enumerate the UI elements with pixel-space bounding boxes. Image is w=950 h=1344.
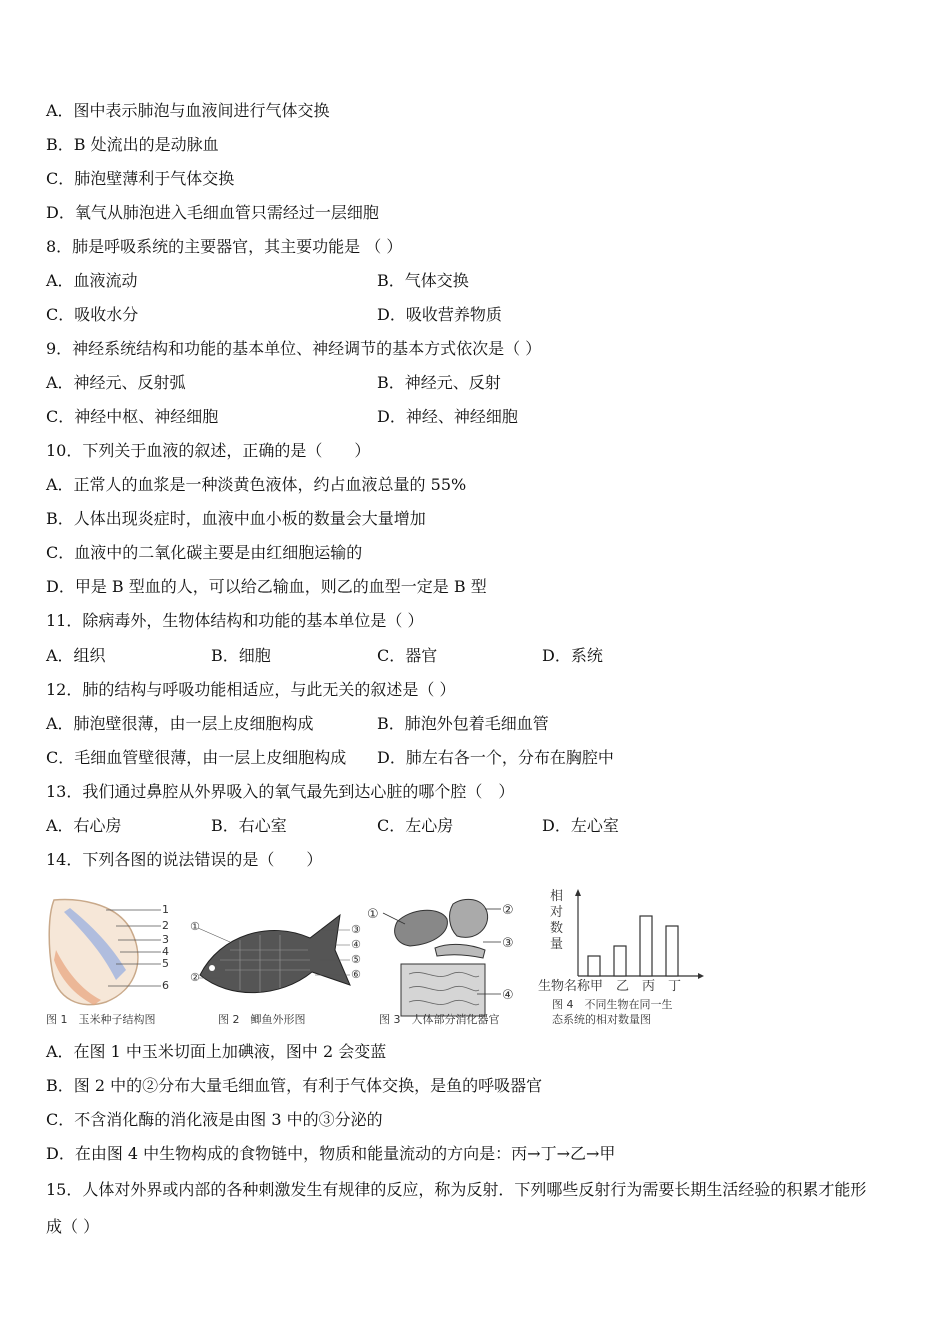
q9-option-a: A．神经元、反射弧 — [46, 373, 186, 392]
svg-text:1: 1 — [162, 903, 169, 916]
figure-3-label-1: ① — [367, 907, 379, 922]
svg-text:相: 相 — [550, 889, 564, 904]
svg-text:⑤: ⑤ — [351, 953, 361, 966]
q12-option-b: B．肺泡外包着毛细血管 — [377, 714, 549, 733]
q11-option-c: C．器官 — [377, 646, 438, 665]
svg-text:3: 3 — [162, 933, 169, 946]
q8-stem: 8．肺是呼吸系统的主要器官，其主要功能是 （ ） — [46, 237, 403, 256]
figure-1-caption: 图 1 玉米种子结构图 — [46, 1013, 156, 1026]
q13-option-a: A．右心房 — [46, 816, 122, 835]
q10-option-d: D．甲是 B 型血的人，可以给乙输血，则乙的血型一定是 B 型 — [46, 577, 487, 596]
figure-4-caption-line1: 图 4 不同生物在同一生 — [552, 998, 673, 1011]
q11-option-b: B．细胞 — [211, 646, 271, 665]
figure-3-digestive — [365, 884, 535, 1030]
q7-option-b: B．B 处流出的是动脉血 — [46, 135, 219, 154]
figure-3-caption: 图 3 人体部分消化器官 — [379, 1013, 500, 1026]
q8-option-c: C．吸收水分 — [46, 305, 139, 324]
figure-2-fish — [190, 890, 365, 1030]
q10-stem: 10．下列关于血液的叙述，正确的是（ ） — [46, 441, 371, 460]
svg-text:②: ② — [190, 971, 200, 984]
q8-option-d: D．吸收营养物质 — [377, 305, 502, 324]
figure-1-corn-seed — [46, 890, 186, 1030]
q12-option-c: C．毛细血管壁很薄，由一层上皮细胞构成 — [46, 748, 347, 767]
q12-stem: 12．肺的结构与呼吸功能相适应，与此无关的叙述是（ ） — [46, 680, 456, 699]
q7-option-d: D．氧气从肺泡进入毛细血管只需经过一层细胞 — [46, 203, 379, 222]
chart-bar-甲 — [588, 956, 600, 976]
chart-category-label: 丁 — [668, 979, 682, 994]
q13-option-b: B．右心室 — [211, 816, 287, 835]
figure-2-caption: 图 2 鲫鱼外形图 — [218, 1013, 306, 1026]
chart-category-label: 乙 — [616, 979, 630, 994]
chart-category-label: 丙 — [642, 979, 656, 994]
q11-option-a: A．组织 — [46, 646, 106, 665]
q14-stem: 14．下列各图的说法错误的是（ ） — [46, 850, 323, 869]
q9-option-c: C．神经中枢、神经细胞 — [46, 407, 219, 426]
q9-stem: 9．神经系统结构和功能的基本单位、神经调节的基本方式依次是（ ） — [46, 339, 542, 358]
q11-stem: 11．除病毒外，生物体结构和功能的基本单位是（ ） — [46, 611, 424, 630]
chart-xlabel: 生物名称 — [538, 979, 591, 994]
q8-option-b: B．气体交换 — [377, 271, 469, 290]
svg-text:④: ④ — [351, 938, 361, 951]
chart-bar-乙 — [614, 946, 626, 976]
q10-option-c: C．血液中的二氧化碳主要是由红细胞运输的 — [46, 543, 363, 562]
q14-option-d: D．在由图 4 中生物构成的食物链中，物质和能量流动的方向是：丙→丁→乙→甲 — [46, 1144, 616, 1163]
q13-stem: 13．我们通过鼻腔从外界吸入的氧气最先到达心脏的哪个腔（ ） — [46, 782, 515, 801]
chart-category-label: 甲 — [590, 979, 604, 994]
figure-3-label-4: ④ — [502, 988, 514, 1003]
q14-option-c: C．不含消化酶的消化液是由图 3 中的③分泌的 — [46, 1110, 383, 1129]
q12-option-d: D．肺左右各一个，分布在胸腔中 — [377, 748, 614, 767]
svg-text:⑥: ⑥ — [351, 968, 361, 981]
q9-option-d: D．神经、神经细胞 — [377, 407, 518, 426]
q15-stem-line1: 15．人体对外界或内部的各种刺激发生有规律的反应，称为反射．下列哪些反射行为需要长期生活经验的积累才能形 — [46, 1180, 867, 1199]
svg-text:数: 数 — [550, 921, 564, 936]
q15-stem-line2: 成（ ） — [46, 1217, 100, 1236]
svg-text:对: 对 — [550, 905, 564, 920]
svg-text:量: 量 — [550, 937, 564, 952]
figure-4-caption-line2: 态系统的相对数量图 — [552, 1013, 651, 1026]
q14-option-b: B．图 2 中的②分布大量毛细血管，有利于气体交换，是鱼的呼吸器官 — [46, 1076, 543, 1095]
svg-text:①: ① — [190, 920, 200, 933]
q9-option-b: B．神经元、反射 — [377, 373, 501, 392]
svg-text:4: 4 — [162, 945, 169, 958]
q13-option-c: C．左心房 — [377, 816, 454, 835]
q11-option-d: D．系统 — [542, 646, 603, 665]
q13-option-d: D．左心室 — [542, 816, 619, 835]
svg-text:③: ③ — [351, 923, 361, 936]
q10-option-b: B．人体出现炎症时，血液中血小板的数量会大量增加 — [46, 509, 426, 528]
q10-option-a: A．正常人的血浆是一种淡黄色液体，约占血液总量的 55% — [46, 475, 467, 494]
q8-option-a: A．血液流动 — [46, 271, 138, 290]
svg-text:2: 2 — [162, 919, 169, 932]
chart-bar-丙 — [640, 916, 652, 976]
svg-text:5: 5 — [162, 957, 169, 970]
figure-4-chart — [538, 884, 708, 1030]
chart-ylabel — [550, 888, 563, 952]
q7-option-a: A．图中表示肺泡与血液间进行气体交换 — [46, 101, 330, 120]
figure-3-label-2: ② — [502, 903, 514, 918]
q7-option-c: C．肺泡壁薄利于气体交换 — [46, 169, 235, 188]
q12-option-a: A．肺泡壁很薄，由一层上皮细胞构成 — [46, 714, 314, 733]
chart-bar-丁 — [666, 926, 678, 976]
figure-3-label-3: ③ — [502, 936, 514, 951]
q14-option-a: A．在图 1 中玉米切面上加碘液，图中 2 会变蓝 — [46, 1042, 387, 1061]
svg-text:6: 6 — [162, 979, 169, 992]
